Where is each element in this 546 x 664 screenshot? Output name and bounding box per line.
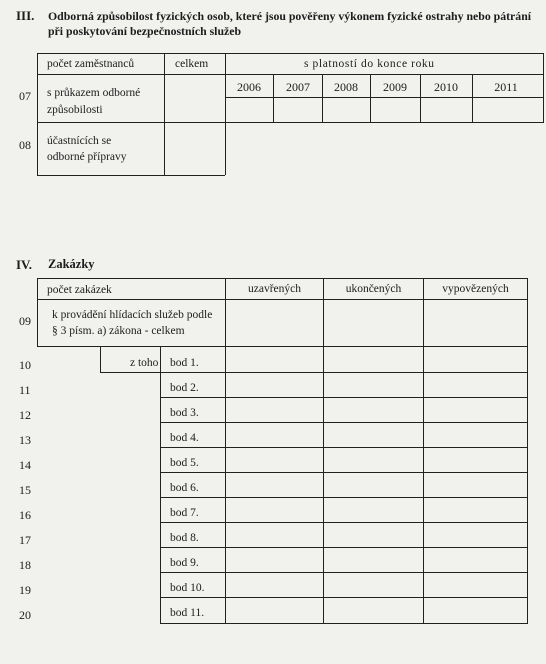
row-14-number: 14	[19, 458, 31, 472]
row-17-label: bod 8.	[170, 532, 199, 544]
row-08-label-line1: účastnících se	[47, 135, 112, 147]
row-08-label	[47, 135, 127, 164]
header-validity: s platností do konce roku	[304, 58, 435, 70]
row-07-label-line1: s průkazem odborné	[47, 87, 141, 99]
section-3-title-line1: Odborná způsobilost fyzických osob, které jsou pověřeny výkonem fyzické ostrahy nebo pátrání	[48, 9, 532, 23]
row-16-number: 16	[19, 508, 31, 522]
row-10-number: 10	[19, 358, 31, 372]
row-13-number: 13	[19, 433, 31, 447]
year-2010: 2010	[434, 80, 458, 94]
row-09-number: 09	[19, 314, 31, 328]
section-3-title-line2: při poskytování bezpečnostních služeb	[48, 24, 242, 38]
year-2006: 2006	[237, 80, 261, 94]
row-09-label-line2: § 3 písm. a) zákona - celkem	[52, 325, 185, 337]
year-2011: 2011	[494, 80, 518, 94]
section-3-number: III.	[16, 8, 35, 23]
row-19-number: 19	[19, 583, 31, 597]
year-2008: 2008	[334, 80, 358, 94]
header-terminated: vypovězených	[442, 283, 509, 295]
of-which-label: z toho	[130, 357, 159, 369]
header-order-count: počet zakázek	[47, 284, 112, 296]
header-employee-count: počet zaměstnanců	[47, 58, 135, 70]
row-18-label: bod 9.	[170, 557, 199, 569]
row-07-label	[47, 87, 140, 117]
year-2009: 2009	[383, 80, 407, 94]
row-13-label: bod 4.	[170, 432, 199, 444]
row-09-label-line1: k provádění hlídacích služeb podle	[52, 309, 213, 321]
row-12-number: 12	[19, 408, 31, 422]
row-09-label	[52, 309, 212, 338]
row-20-number: 20	[19, 608, 31, 622]
section-3-title	[48, 9, 538, 39]
row-16-label: bod 7.	[170, 507, 199, 519]
section-4-number: IV.	[16, 257, 33, 272]
header-completed: ukončených	[345, 283, 402, 295]
row-07-number: 07	[19, 89, 31, 103]
header-total: celkem	[175, 58, 209, 70]
row-12-label: bod 3.	[170, 407, 199, 419]
row-15-number: 15	[19, 483, 31, 497]
row-18-number: 18	[19, 558, 31, 572]
row-17-number: 17	[19, 533, 31, 547]
section-4-title: Zakázky	[48, 257, 95, 271]
row-19-label: bod 10.	[170, 582, 205, 594]
row-08-label-line2: odborné přípravy	[47, 151, 127, 163]
row-10-label: bod 1.	[170, 357, 199, 369]
year-2007: 2007	[286, 80, 310, 94]
row-11-label: bod 2.	[170, 382, 199, 394]
header-closed: uzavřených	[248, 283, 301, 295]
row-15-label: bod 6.	[170, 482, 199, 494]
row-14-label: bod 5.	[170, 457, 199, 469]
row-08-number: 08	[19, 138, 31, 152]
row-11-number: 11	[19, 383, 31, 397]
row-07-label-line2: způsobilosti	[47, 104, 103, 116]
row-20-label: bod 11.	[170, 607, 205, 619]
